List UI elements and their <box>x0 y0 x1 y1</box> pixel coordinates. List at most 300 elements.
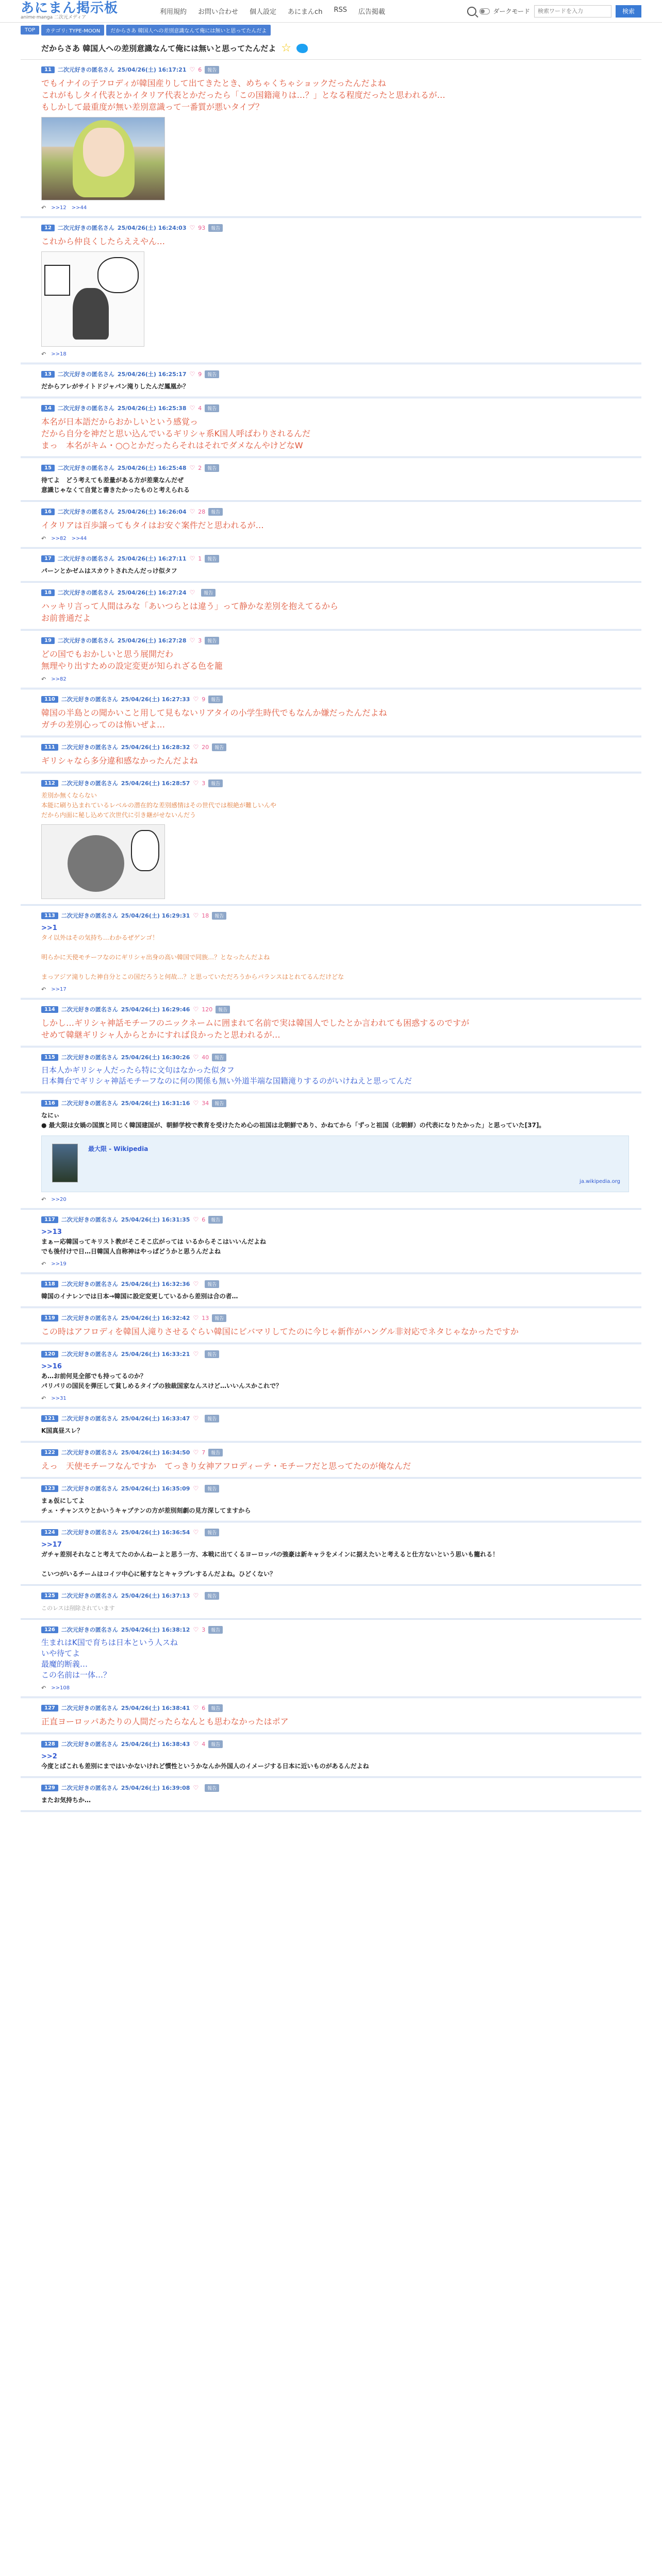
post-text-line: まぁ仮にしてよ <box>41 1497 85 1504</box>
post-body <box>41 1362 641 1391</box>
post-text-line: 正直ヨーロッパあたりの人間だったらなんとも思わなかったはポア <box>41 1717 289 1726</box>
image-face-shape <box>83 128 124 177</box>
reply-row <box>41 986 641 993</box>
report-button[interactable]: 報告 <box>208 1626 223 1634</box>
post-body <box>41 791 641 820</box>
post-header <box>41 1591 641 1600</box>
res-number[interactable]: 14 <box>41 405 55 412</box>
reply-arrow-icon[interactable]: ↶ <box>41 535 46 542</box>
post-body <box>41 1065 641 1087</box>
report-button[interactable]: 報告 <box>205 1592 219 1600</box>
heart-icon[interactable]: ♡ <box>193 1740 199 1748</box>
post-text-line: まっ 本名がキム・○○とかだったらそれはそれでダメなんやけどなW <box>41 440 303 450</box>
res-number[interactable]: 19 <box>41 637 55 644</box>
post-header <box>41 1215 641 1224</box>
post-body <box>41 1540 641 1579</box>
post-date: 25/04/26(土) 16:27:11 <box>117 555 187 562</box>
post-text-line: パーンとかゼムはスカウトされたんだっけ似タフ <box>41 567 177 574</box>
breadcrumb-category[interactable]: カテゴリ: TYPE-MOON <box>41 25 104 36</box>
dark-mode-toggle-area <box>467 7 530 16</box>
post-image[interactable] <box>41 251 144 347</box>
report-button[interactable]: 報告 <box>208 508 223 516</box>
post-header <box>41 1739 641 1749</box>
page-title: だからさあ 韓国人への差別意識なんて俺には無いと思ってたんだよ <box>41 44 276 53</box>
post-text-line: 今度とばこれも差別にまではいかないけれど慣性というかなんか外国人のイメージする日本に近いものがあるんだよね <box>41 1762 369 1770</box>
post <box>21 364 641 398</box>
res-number[interactable]: 124 <box>41 1529 58 1536</box>
res-number[interactable]: 126 <box>41 1626 58 1633</box>
heart-icon[interactable]: ♡ <box>189 464 195 471</box>
res-number[interactable]: 18 <box>41 589 55 596</box>
post <box>21 502 641 549</box>
post-text-line: でも後付けで日…日韓国人自称神はやっぱどうかと思うんだよね <box>41 1248 221 1255</box>
report-button[interactable]: 報告 <box>212 743 226 751</box>
heart-icon[interactable]: ♡ <box>189 224 195 231</box>
post-text-line: なにぃ <box>41 1112 60 1119</box>
post-date: 25/04/26(土) 16:35:09 <box>121 1485 190 1492</box>
post-header <box>41 65 641 74</box>
post-date: 25/04/26(土) 16:38:12 <box>121 1626 190 1633</box>
reply-row <box>41 205 641 211</box>
report-button[interactable]: 報告 <box>205 1784 219 1792</box>
post <box>21 1443 641 1479</box>
res-number[interactable]: 125 <box>41 1592 58 1599</box>
poster-name: 二次元好きの匿名さん <box>61 696 118 703</box>
post <box>21 1047 641 1093</box>
like-count: 9 <box>198 370 202 378</box>
res-number[interactable]: 16 <box>41 509 55 515</box>
post-date: 25/04/26(土) 16:36:54 <box>121 1529 190 1536</box>
reply-link[interactable]: >>12 <box>51 205 67 211</box>
res-number[interactable]: 12 <box>41 225 55 231</box>
post-header <box>41 554 641 563</box>
post-text-line: K国真昼スレ？ <box>41 1427 84 1434</box>
post-body <box>41 476 641 495</box>
res-number[interactable]: 110 <box>41 696 58 703</box>
post-body <box>41 77 641 113</box>
reply-row <box>41 1395 641 1402</box>
post-body <box>41 1603 641 1613</box>
res-number[interactable]: 13 <box>41 371 55 378</box>
report-button[interactable]: 報告 <box>205 66 219 74</box>
report-button[interactable]: 報告 <box>205 1350 219 1358</box>
report-button[interactable]: 報告 <box>205 1415 219 1422</box>
res-number[interactable]: 112 <box>41 780 58 787</box>
reply-row <box>41 535 641 542</box>
report-button[interactable]: 報告 <box>201 589 216 597</box>
reply-anchor-link[interactable]: >>2 <box>41 1753 57 1760</box>
post-date: 25/04/26(土) 16:25:38 <box>117 405 187 412</box>
post-text-line: 本名が日本語だからおかしいという感覚っ <box>41 417 198 427</box>
report-button[interactable]: 報告 <box>208 224 223 232</box>
heart-icon[interactable]: ♡ <box>189 404 195 412</box>
nav-settings[interactable]: 個人設定 <box>250 8 277 16</box>
report-button[interactable]: 報告 <box>208 1216 223 1224</box>
res-number[interactable]: 111 <box>41 744 58 751</box>
report-button[interactable]: 報告 <box>216 1006 230 1013</box>
heart-icon[interactable]: ♡ <box>193 1415 199 1422</box>
poster-name: 二次元好きの匿名さん <box>57 465 114 471</box>
logo-subtitle: anime·manga 二次元メディア <box>21 15 87 20</box>
reply-arrow-icon[interactable]: ↶ <box>41 1395 46 1402</box>
link-preview-card[interactable] <box>41 1136 629 1192</box>
reply-arrow-icon[interactable]: ↶ <box>41 351 46 358</box>
post-text-line: 韓国の半島との聞かいこと用して見もないリアタイの小学生時代でもなんか嫌だったんだよね <box>41 708 387 718</box>
post-body <box>41 707 641 731</box>
image-speech-bubble <box>131 830 159 871</box>
reply-link[interactable]: >>18 <box>51 351 67 357</box>
poster-name: 二次元好きの匿名さん <box>61 1281 118 1287</box>
like-count: 6 <box>198 66 202 73</box>
poster-name: 二次元好きの匿名さん <box>57 371 114 378</box>
post-text-line: 明らかに天使モチーフなのにギリシャ出身の高い韓国で同族…？となったんだよね <box>41 954 270 961</box>
report-button[interactable]: 報告 <box>208 696 223 703</box>
post <box>21 773 641 906</box>
poster-name: 二次元好きの匿名さん <box>61 1449 118 1456</box>
report-button[interactable]: 報告 <box>205 1485 219 1493</box>
post <box>21 60 641 218</box>
post-text-line: 差別か無くならない <box>41 792 97 799</box>
search-button[interactable]: 検索 <box>616 5 641 18</box>
reply-link[interactable]: >>108 <box>51 1685 70 1691</box>
poster-name: 二次元好きの匿名さん <box>61 1216 118 1223</box>
reply-link[interactable]: >>19 <box>51 1261 67 1267</box>
poster-name: 二次元好きの匿名さん <box>61 780 118 787</box>
heart-icon[interactable]: ♡ <box>193 1280 199 1287</box>
post-body <box>41 1111 641 1130</box>
link-preview-domain: ja.wikipedia.org <box>580 1179 620 1184</box>
post-date: 25/04/26(土) 16:32:36 <box>121 1281 190 1287</box>
post <box>21 737 641 773</box>
post-text-line: もしかして最重度が無い差別意識って一番質が悪いタイプ？ <box>41 102 264 112</box>
reply-arrow-icon[interactable]: ↶ <box>41 676 46 683</box>
post-header <box>41 1349 641 1359</box>
heart-icon[interactable]: ♡ <box>193 1704 199 1711</box>
link-preview-title[interactable]: 最大限 - Wikipedia <box>88 1145 148 1153</box>
post-header <box>41 1414 641 1423</box>
heart-icon[interactable]: ♡ <box>189 508 195 515</box>
image-head-shape <box>68 835 124 892</box>
heart-icon[interactable]: ♡ <box>193 912 199 919</box>
like-count: 2 <box>198 464 202 471</box>
post-text-line: 最魔的断義… <box>41 1659 88 1669</box>
heart-icon[interactable]: ♡ <box>189 555 195 562</box>
post-header <box>41 588 641 597</box>
post <box>21 1479 641 1522</box>
post-text-line: しかし…ギリシャ神話モチーフのニックネームに囲まれて名前で実は韓国人でしたとか言われても困惑するのですが <box>41 1018 470 1028</box>
report-button[interactable]: 報告 <box>212 912 226 920</box>
site-header <box>0 0 662 23</box>
res-number[interactable]: 127 <box>41 1705 58 1711</box>
reply-row <box>41 351 641 358</box>
res-number[interactable]: 17 <box>41 555 55 562</box>
post-body <box>41 1496 641 1516</box>
post-text-line: またお気持ちか… <box>41 1797 91 1804</box>
post-body <box>41 382 641 392</box>
res-number[interactable]: 128 <box>41 1741 58 1748</box>
res-number[interactable]: 119 <box>41 1315 58 1321</box>
reply-arrow-icon[interactable]: ↶ <box>41 1685 46 1691</box>
post-body <box>41 648 641 672</box>
post-header <box>41 1005 641 1014</box>
poster-name: 二次元好きの匿名さん <box>61 1315 118 1321</box>
post-date: 25/04/26(土) 16:38:41 <box>121 1705 190 1711</box>
poster-name: 二次元好きの匿名さん <box>61 1485 118 1492</box>
report-button[interactable]: 報告 <box>205 464 219 472</box>
reply-anchor-link[interactable]: >>13 <box>41 1228 62 1236</box>
post <box>21 1698 641 1734</box>
post-header <box>41 403 641 413</box>
post-date: 25/04/26(土) 16:33:47 <box>121 1415 190 1422</box>
reply-row <box>41 1196 641 1203</box>
reply-link[interactable]: >>20 <box>51 1197 67 1202</box>
res-number[interactable]: 114 <box>41 1006 58 1013</box>
reply-arrow-icon[interactable]: ↶ <box>41 205 46 211</box>
res-number[interactable]: 115 <box>41 1054 58 1061</box>
heart-icon[interactable]: ♡ <box>189 370 195 378</box>
like-count: 3 <box>202 779 206 787</box>
post-text-line: ● 最大限は女媧の国旗と同じく韓国建国が、朝鮮学校で教育を受けたため心の祖国は北朝鮮であり、かねてから「ずっと祖国（北朝鮮）の代表になりたかった」と思っていた[37]。 <box>41 1122 545 1129</box>
post-text-line: この名前は一体…？ <box>41 1670 111 1680</box>
report-button[interactable]: 報告 <box>205 1529 219 1536</box>
heart-icon[interactable]: ♡ <box>193 1529 199 1536</box>
res-number[interactable]: 116 <box>41 1100 58 1107</box>
poster-name: 二次元好きの匿名さん <box>61 1054 118 1061</box>
post-header <box>41 1448 641 1457</box>
post-text-line: 無理やり出すための設定変更が知られざる色を籠 <box>41 661 223 671</box>
poster-name: 二次元好きの匿名さん <box>61 1705 118 1711</box>
report-button[interactable]: 報告 <box>212 1099 226 1107</box>
post-header <box>41 223 641 232</box>
heart-icon[interactable]: ♡ <box>193 1314 199 1321</box>
post-date: 25/04/26(土) 16:29:31 <box>121 912 190 919</box>
report-button[interactable]: 報告 <box>212 1314 226 1322</box>
res-number[interactable]: 121 <box>41 1415 58 1422</box>
reply-arrow-icon[interactable]: ↶ <box>41 1261 46 1267</box>
post <box>21 1308 641 1344</box>
breadcrumb <box>0 23 662 37</box>
reply-row <box>41 1261 641 1267</box>
post-text-line <box>41 1560 641 1569</box>
post-header <box>41 694 641 704</box>
report-button[interactable]: 報告 <box>205 370 219 378</box>
reply-link[interactable]: >>82 <box>51 536 67 541</box>
like-count: 28 <box>198 508 206 515</box>
post-date: 25/04/26(土) 16:27:24 <box>117 589 187 596</box>
heart-icon[interactable]: ♡ <box>193 1626 199 1633</box>
res-number[interactable]: 15 <box>41 465 55 471</box>
res-number[interactable]: 117 <box>41 1216 58 1223</box>
post-body <box>41 923 641 982</box>
post-header <box>41 1484 641 1493</box>
post-date: 25/04/26(土) 16:26:04 <box>117 509 187 515</box>
post-text-line: まぁー応韓国ってキリスト教がそこそこ広がっては いるからそこはいいんだよね <box>41 1238 266 1245</box>
post-date: 25/04/26(土) 16:28:32 <box>121 744 190 751</box>
reply-link[interactable]: >>31 <box>51 1396 67 1401</box>
res-number[interactable]: 129 <box>41 1785 58 1791</box>
heart-icon[interactable]: ♡ <box>189 66 195 73</box>
post-image[interactable] <box>41 117 165 200</box>
post-text-line: いや待てよ <box>41 1649 80 1658</box>
search-icon[interactable] <box>467 7 476 16</box>
poster-name: 二次元好きの匿名さん <box>57 66 114 73</box>
post-body <box>41 1752 641 1771</box>
reply-arrow-icon[interactable]: ↶ <box>41 1196 46 1203</box>
poster-name: 二次元好きの匿名さん <box>57 225 114 231</box>
heart-icon[interactable]: ♡ <box>193 1485 199 1492</box>
heart-icon[interactable]: ♡ <box>193 1592 199 1599</box>
post-text-line: どの国でもおかしいと思う展開だわ <box>41 649 174 659</box>
report-button[interactable]: 報告 <box>208 779 223 787</box>
heart-icon[interactable]: ♡ <box>193 1350 199 1358</box>
report-button[interactable]: 報告 <box>208 1704 223 1712</box>
res-number[interactable]: 113 <box>41 912 58 919</box>
post-body <box>41 519 641 531</box>
like-count: 3 <box>198 637 202 644</box>
post-body <box>41 235 641 247</box>
post <box>21 999 641 1047</box>
post-date: 25/04/26(土) 16:32:42 <box>121 1315 190 1321</box>
post-text-line: このレスは削除されています <box>41 1605 115 1612</box>
post-text-line: まっアジア滝りした神自分とこの国だろうと何故…？と思っていただろうからバランスはとれてるんだけどな <box>41 973 344 980</box>
post-header <box>41 1098 641 1108</box>
post-text-line: 本能に刷り込まれているレベルの潜在的な差別感情はその世代では根絶が難しいんや <box>41 802 277 809</box>
post-header <box>41 1279 641 1289</box>
nav-ads[interactable]: 広告掲載 <box>358 8 385 16</box>
heart-icon[interactable]: ♡ <box>193 1099 199 1107</box>
heart-icon[interactable]: ♡ <box>193 779 199 787</box>
res-number[interactable]: 118 <box>41 1281 58 1287</box>
breadcrumb-top[interactable]: TOP <box>21 26 39 35</box>
post-body <box>41 416 641 451</box>
heart-icon[interactable]: ♡ <box>193 696 199 703</box>
search-input[interactable] <box>534 5 611 18</box>
heart-icon[interactable]: ♡ <box>193 1054 199 1061</box>
poster-name: 二次元好きの匿名さん <box>61 744 118 751</box>
reply-link[interactable]: >>82 <box>51 676 67 682</box>
post-body <box>41 755 641 767</box>
post-body <box>41 1716 641 1727</box>
poster-name: 二次元好きの匿名さん <box>61 1351 118 1358</box>
poster-name: 二次元好きの匿名さん <box>61 912 118 919</box>
reply-anchor-link[interactable]: >>1 <box>41 924 57 932</box>
post-text-line: ガチの差別心ってのは怖いぜよ… <box>41 720 166 730</box>
heart-icon[interactable]: ♡ <box>193 1784 199 1791</box>
post <box>21 1778 641 1812</box>
post <box>21 1344 641 1409</box>
post-header <box>41 463 641 472</box>
report-button[interactable]: 報告 <box>205 555 219 563</box>
post-text-line: でもイナイの子フロディが韓国産りして出てきたとき、めちゃくちゃショックだったんだよね <box>41 78 386 88</box>
twitter-bird-icon[interactable] <box>296 44 308 53</box>
post-date: 25/04/26(土) 16:31:35 <box>121 1216 190 1223</box>
post-text-line: 待てよ どう考えても差量がある方が差業なんだぜ <box>41 477 184 484</box>
res-number[interactable]: 11 <box>41 66 55 73</box>
like-count: 13 <box>202 1314 209 1321</box>
reply-link[interactable]: >>44 <box>71 205 87 211</box>
poster-name: 二次元好きの匿名さん <box>61 1785 118 1791</box>
post-text-line: こいつがいるチームはコイツ中心に秘すなとキャラプレするんだよね。ひどくない？ <box>41 1570 276 1578</box>
post-list <box>21 60 641 1812</box>
heart-icon[interactable]: ♡ <box>189 637 195 644</box>
post <box>21 1734 641 1778</box>
like-count: 93 <box>198 224 206 231</box>
post-body <box>41 1426 641 1436</box>
res-number[interactable]: 123 <box>41 1485 58 1492</box>
post-date: 25/04/26(土) 16:27:33 <box>121 696 190 703</box>
post-text-line: ギリシャなら多分違和感なかったんだよね <box>41 756 198 766</box>
reply-link[interactable]: >>17 <box>51 987 67 992</box>
heart-icon[interactable]: ♡ <box>193 1449 199 1456</box>
like-count: 6 <box>202 1216 206 1223</box>
reply-anchor-link[interactable]: >>16 <box>41 1363 62 1370</box>
nav-terms[interactable]: 利用規約 <box>160 8 187 16</box>
post-date: 25/04/26(土) 16:34:50 <box>121 1449 190 1456</box>
post-text-line: お前普通だよ <box>41 613 91 623</box>
site-logo[interactable] <box>21 2 119 21</box>
star-icon[interactable]: ☆ <box>281 42 291 55</box>
post-text-line: あ…お前何見全部でも持ってるのか？ <box>41 1372 147 1380</box>
post-text-line: タイ以外はその気持ち…わかるぜゲンゴ！ <box>41 934 159 941</box>
post-text-line: だから内面に秘し込めて次世代に引き継がせないんだう <box>41 811 196 819</box>
post <box>21 1586 641 1620</box>
heart-icon[interactable]: ♡ <box>193 1216 199 1223</box>
res-number[interactable]: 122 <box>41 1449 58 1456</box>
reply-arrow-icon[interactable]: ↶ <box>41 986 46 993</box>
dark-mode-label: ダークモード <box>493 8 530 15</box>
like-count: 7 <box>202 1449 206 1456</box>
res-number[interactable]: 120 <box>41 1351 58 1358</box>
nav-animanch[interactable]: あにまんch <box>288 8 323 16</box>
report-button[interactable]: 報告 <box>208 1740 223 1748</box>
post-image[interactable] <box>41 824 165 899</box>
post-text-line <box>41 962 641 972</box>
report-button[interactable]: 報告 <box>205 637 219 645</box>
post <box>21 458 641 502</box>
report-button[interactable]: 報告 <box>212 1054 226 1061</box>
post-header <box>41 1625 641 1634</box>
post-date: 25/04/26(土) 16:27:28 <box>117 637 187 644</box>
post-text-line: 生まれはK国で育ちは日本という人スね <box>41 1638 178 1647</box>
nav-rss[interactable]: RSS <box>334 6 347 14</box>
report-button[interactable]: 報告 <box>205 1280 219 1288</box>
post-header <box>41 1313 641 1323</box>
dark-mode-toggle[interactable] <box>479 8 490 14</box>
report-button[interactable]: 報告 <box>208 1449 223 1456</box>
post-body <box>41 1460 641 1472</box>
post <box>21 1274 641 1308</box>
post-header <box>41 1053 641 1062</box>
post-text-line: これがもしタイ代表とかイタリア代表とかだったら「この国籍滝りは…？」となる程度だったと思われるが… <box>41 90 445 100</box>
reply-link[interactable]: >>44 <box>71 536 87 541</box>
report-button[interactable]: 報告 <box>205 404 219 412</box>
post-body <box>41 1795 641 1805</box>
heart-icon[interactable]: ♡ <box>189 589 195 596</box>
like-count: 40 <box>202 1054 209 1061</box>
like-count: 4 <box>202 1740 206 1748</box>
heart-icon[interactable]: ♡ <box>193 743 199 751</box>
post-date: 25/04/26(土) 16:31:16 <box>121 1100 190 1107</box>
logo-text[interactable]: あにまん掲示板 <box>21 1 119 16</box>
breadcrumb-thread[interactable]: だからさあ 韓国人への差別意識なんて俺には無いと思ってたんだよ <box>106 25 271 36</box>
post-text-line: だからアレがサイトドジャパン滝りしたんだ鳳凰か？ <box>41 383 189 390</box>
reply-row <box>41 1685 641 1691</box>
post-header <box>41 1528 641 1537</box>
nav-contact[interactable]: お問い合わせ <box>198 8 239 16</box>
heart-icon[interactable]: ♡ <box>193 1006 199 1013</box>
reply-anchor-link[interactable]: >>17 <box>41 1541 62 1549</box>
post-text-line: えっ 天使モチーフなんですか てっきり女神アフロディーテ・モチーフだと思ってたのが俺なんだ <box>41 1461 411 1471</box>
